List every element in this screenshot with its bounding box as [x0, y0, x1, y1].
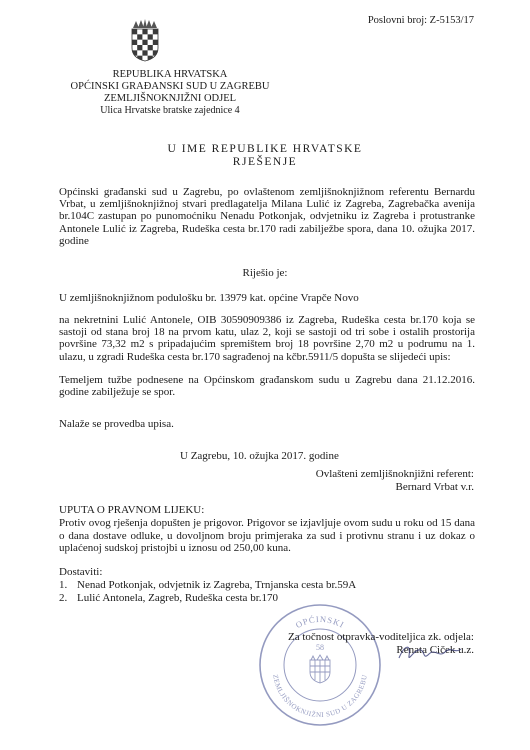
court-name: OPĆINSKI GRAĐANSKI SUD U ZAGREBU — [70, 81, 270, 92]
list-item-number: 1. — [59, 579, 68, 591]
list-item-text: Nenad Potkonjak, odvjetnik iz Zagreba, Trnjanska cesta br.59A — [77, 579, 357, 591]
court-country: REPUBLIKA HRVATSKA — [112, 69, 228, 80]
place-and-date: U Zagrebu, 10. ožujka 2017. godine — [180, 450, 339, 462]
stamp-top-text: OPĆINSKI — [293, 613, 347, 631]
signer-block — [316, 468, 474, 493]
document-title: RJEŠENJE — [232, 156, 298, 168]
certification-text: Za točnost otpravka-voditeljica zk. odjela: — [287, 631, 474, 643]
croatian-coat-of-arms-icon — [130, 18, 160, 62]
list-item — [59, 579, 356, 592]
court-address: Ulica Hrvatske bratske zajednice 4 — [100, 105, 240, 116]
handwritten-signature — [395, 640, 465, 666]
list-item-text: Lulić Antonela, Zagreb, Rudeška cesta br.170 — [77, 591, 278, 604]
stamp-number: 58 — [316, 643, 324, 652]
ruling-heading: Riješio je: — [242, 267, 288, 279]
signer-role: Ovlašteni zemljišnoknjižni referent: — [315, 468, 474, 480]
case-reference-number: Poslovni broj: Z-5153/17 — [367, 15, 474, 26]
court-header — [70, 69, 270, 117]
legal-remedy-text: Protiv ovog rješenja dopušten je prigovor. Prigovor se izjavljuje ovom sudu u roku od 15 dana o dana dostave odluke, u dovoljnom broju primjeraka za sud i protivnu stranu i uz dokaz o uplaćenoj sudskoj pristojbi u iznosu od 250,00 kuna. — [59, 517, 475, 554]
execution-paragraph: Nalaže se provedba upisa. — [59, 418, 174, 430]
property-paragraph: na nekretnini Lulić Antonele, OIB 30590909386 iz Zagreba, Rudeška cesta br.170 koja se sastoji od stana broj 18 na prvom katu, ulaz 2, koji se sastoji od tri sobe i ostalih prostorija površine 73,32 m2 s pripadajućim spremištem broj 18 površine 2,70 m2 u podrumu na 1. ulazu, u zgradi Rudeška cesta br.170 sagrađenoj na kčbr.5911/5 dopušta se slijedeći upis: — [59, 314, 475, 363]
delivery-heading: Dostaviti: — [59, 566, 103, 578]
document-heading: U IME REPUBLIKE HRVATSKE — [167, 143, 363, 155]
stamp-bottom-text: ZEMLJIŠNOKNJIŽNI SUD U ZAGREBU — [271, 673, 369, 720]
list-item-number: 2. — [59, 591, 68, 604]
court-department: ZEMLJIŠNOKNJIŽNI ODJEL — [103, 93, 237, 104]
dispute-paragraph: Temeljem tužbe podnesene na Općinskom građanskom sudu u Zagrebu dana 21.12.2016. godine zabilježuje se spor. — [59, 374, 475, 399]
land-register-paragraph: U zemljišnoknjižnom podulošku br. 13979 kat. općine Vrapče Novo — [59, 292, 359, 304]
signer-name: Bernard Vrbat v.r. — [395, 480, 474, 493]
svg-text:OPĆINSKI — [294, 614, 346, 630]
intro-paragraph: Općinski građanski sud u Zagrebu, po ovlaštenom zemljišnoknjižnom referentu Bernardu Vrbat, u zemljišnoknjižnoj stvari predlagatelja Milana Lulić iz Zagreba, Zagrebačka avenija br.104C zastupan po punomoćniku Nenadu Potkonjak, odvjetniku iz Zagreba i protustranke Antonele Lulić iz Zagreba, Rudeška cesta br.170 radi zabilježbe spora, dana 10. ožujka 2017. godine — [59, 186, 475, 247]
legal-remedy-heading: UPUTA O PRAVNOM LIJEKU: — [59, 504, 205, 516]
certification-name: Renata Ciček u.z. — [396, 643, 474, 656]
official-stamp — [255, 600, 385, 730]
